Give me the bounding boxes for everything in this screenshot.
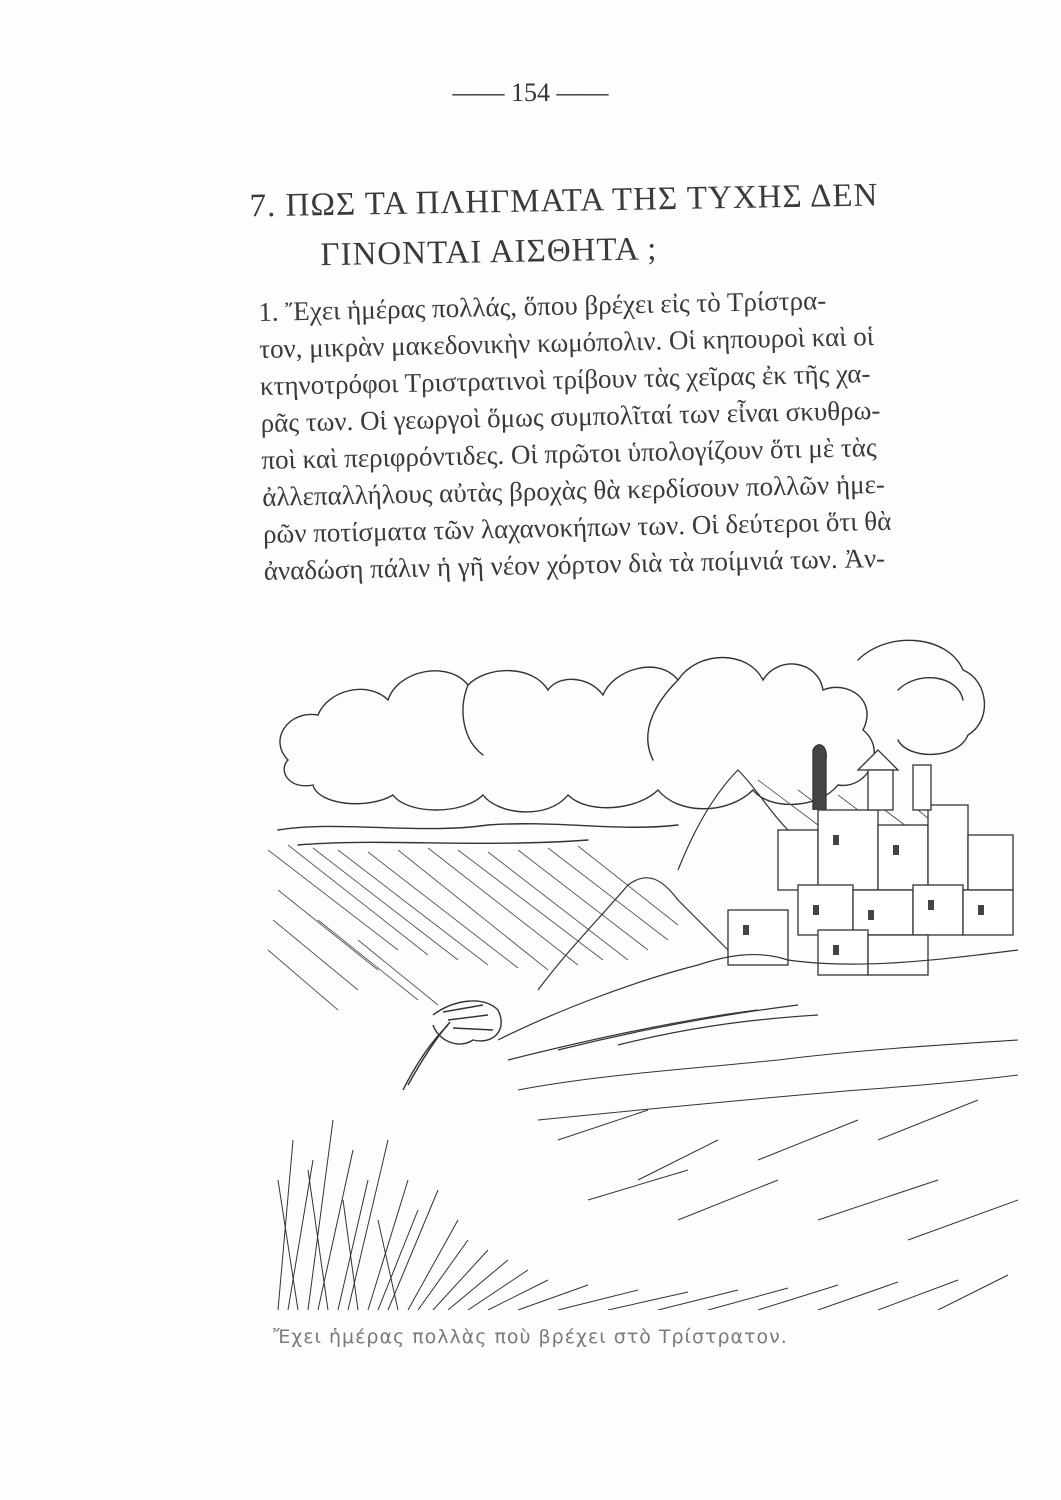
body-line: ἀλλεπαλλήλους αὐτὰς βροχὰς θὰ κερδίσουν πολλῶν ἡμε- xyxy=(261,468,886,512)
chapter-title xyxy=(249,171,879,282)
hill xyxy=(498,950,1018,1060)
illustration-caption: Ἔχει ἡμέρας πολλὰς ποὺ βρέχει στὸ Τρίστρατον. xyxy=(273,1326,788,1348)
body-line: ἀναδώση πάλιν ἡ γῆ νέον χόρτον διὰ τὰ ποίμνιά των. Ἀν- xyxy=(263,542,886,586)
village xyxy=(728,745,1013,975)
body-paragraph xyxy=(258,277,1061,590)
page-number: —— 154 —— xyxy=(452,78,609,107)
chapter-title-line-1: 7. ΠΩΣ ΤΑ ΠΛΗΓΜΑΤΑ ΤΗΣ ΤΥΧΗΣ ΔΕΝ xyxy=(249,177,879,225)
body-line: ρῶν ποτίσματα τῶν λαχανοκήπων των. Οἱ δεύτεροι ὅτι θὰ xyxy=(262,505,892,549)
rain-landscape-illustration xyxy=(258,620,1028,1310)
grass xyxy=(278,1100,1018,1310)
body-line: τον, μικρὰν μακεδονικὴν κωμόπολιν. Οἱ κηπουροὶ καὶ οἱ xyxy=(258,321,875,364)
field-contours xyxy=(518,1040,1018,1120)
body-line: ποὶ καὶ περιφρόντιδες. Οἱ πρῶτοι ὑπολογίζουν ὅτι μὲ τὰς xyxy=(261,432,877,475)
chapter-title-line-2: ΓΙΝΟΝΤΑΙ ΑΙΣΘΗΤΑ ; xyxy=(320,231,658,274)
tree xyxy=(403,1001,501,1090)
body-line: ρᾶς των. Οἱ γεωργοὶ ὅμως συμπολῖταί των εἶναι σκυθρω- xyxy=(260,394,881,438)
body-line: κτηνοτρόφοι Τριστρατινοὶ τρίβουν τὰς χεῖρας ἐκ τῆς χα- xyxy=(259,358,871,401)
body-line: 1. Ἔχει ἡμέρας πολλάς, ὅπου βρέχει εἰς τὸ Τρίστρα- xyxy=(258,285,827,327)
